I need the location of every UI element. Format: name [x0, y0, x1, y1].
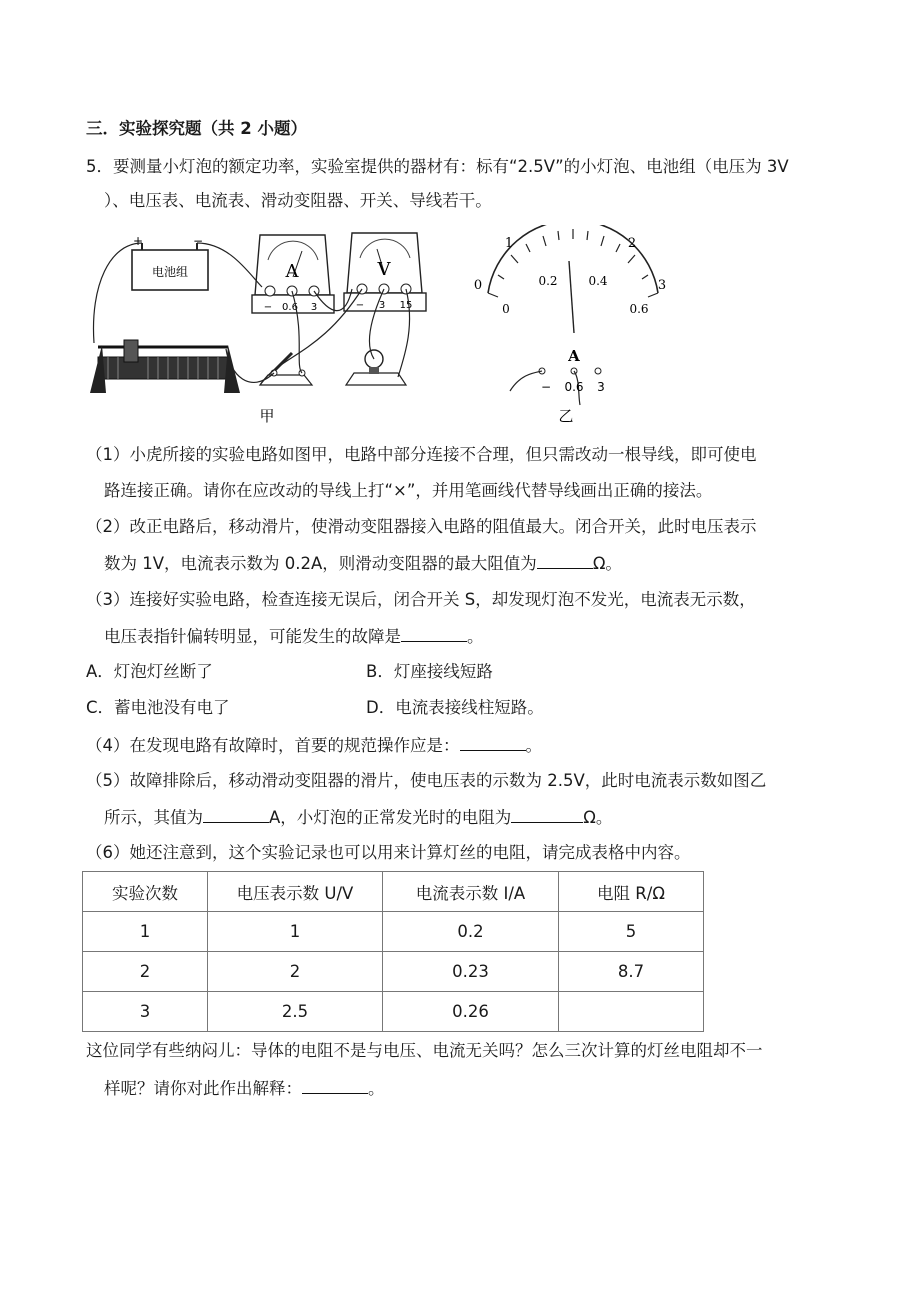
voltmeter-terminal-minus: − [355, 300, 365, 311]
lamp [346, 350, 406, 385]
dial-terminal-0.6: 0.6 [564, 380, 584, 394]
battery-pack [132, 234, 208, 290]
dial-inner-tick-0.6: 0.6 [629, 302, 649, 316]
dial-inner-tick-0.4: 0.4 [588, 274, 608, 288]
part-1-line-1: （1）小虎所接的实验电路如图甲，电路中部分连接不合理，但只需改动一根导线，即可使电 [86, 445, 757, 464]
dial-inner-tick-0: 0 [502, 302, 510, 316]
ammeter-terminal-0.6: 0.6 [282, 302, 298, 313]
part-3-line-1: （3）连接好实验电路，检查连接无误后，闭合开关 S，却发现灯泡不发光，电流表无示数， [86, 590, 756, 609]
answer-cell-resistance[interactable] [559, 992, 704, 1032]
dial-letter: A [568, 347, 580, 365]
option-b[interactable]: B．灯座接线短路 [366, 662, 493, 681]
table-row [83, 992, 704, 1032]
table-header-row [83, 872, 704, 912]
dial-outer-tick-1: 1 [504, 236, 514, 251]
dial-terminal-3: 3 [597, 380, 605, 394]
table-cell: 5 [559, 912, 704, 952]
ammeter-terminal-3: 3 [310, 302, 318, 313]
table-cell: 1 [83, 912, 208, 952]
table-cell: 2 [208, 952, 383, 992]
table-cell: 2.5 [208, 992, 383, 1032]
dial-inner-tick-0.2: 0.2 [538, 274, 558, 288]
table-row [83, 952, 704, 992]
section-title: 三．实验探究题（共 2 小题） [86, 119, 307, 138]
part-4-line [86, 734, 542, 757]
table-header: 电压表示数 U/V [208, 872, 383, 912]
table-header: 实验次数 [83, 872, 208, 912]
answer-blank-lamp-resistance[interactable] [511, 806, 583, 823]
question-stem-text: 要测量小灯泡的额定功率，实验室提供的器材有：标有“2.5V”的小灯泡、电池组（电压为 3V [113, 157, 789, 176]
table-cell: 0.26 [383, 992, 559, 1032]
option-c[interactable]: C．蓄电池没有电了 [86, 698, 230, 717]
answer-blank-fault[interactable] [401, 625, 467, 642]
dial-outer-tick-3: 3 [657, 278, 667, 293]
part-5-line-2 [104, 806, 612, 829]
table-cell: 8.7 [559, 952, 704, 992]
closing-line-1: 这位同学有些纳闷儿：导体的电阻不是与电压、电流无关吗？怎么三次计算的灯丝电阻却不一 [86, 1041, 763, 1060]
part-5-text-b: A，小灯泡的正常发光时的电阻为 [269, 808, 512, 827]
part-2-text-b: Ω。 [592, 554, 622, 573]
voltmeter-terminal-15: 15 [399, 300, 413, 311]
answer-blank-resistance-max[interactable] [537, 552, 593, 569]
dial-terminal-minus: − [540, 380, 552, 394]
dial-outer-tick-2: 2 [627, 236, 637, 251]
figure-caption-jia: 甲 [259, 407, 275, 425]
question-stem-line-1 [86, 156, 789, 178]
circuit-figure [80, 225, 680, 425]
voltmeter-terminal-3: 3 [378, 300, 386, 311]
table-cell: 0.2 [383, 912, 559, 952]
switch [260, 353, 312, 385]
figure-caption-yi: 乙 [558, 407, 574, 425]
table-cell: 0.23 [383, 952, 559, 992]
table-cell: 2 [83, 952, 208, 992]
part-2-line-2 [104, 552, 622, 575]
question-stem-line-2: ）、电压表、电流表、滑动变阻器、开关、导线若干。 [104, 191, 492, 210]
ammeter-letter: A [285, 261, 299, 282]
part-2-line-1: （2）改正电路后，移动滑片，使滑动变阻器接入电路的阻值最大。闭合开关，此时电压表示 [86, 517, 757, 536]
answer-blank-explanation[interactable] [302, 1077, 368, 1094]
table-cell: 1 [208, 912, 383, 952]
voltmeter-letter: V [377, 259, 391, 280]
ammeter-terminal-minus: − [263, 302, 273, 313]
part-4-text-a: （4）在发现电路有故障时，首要的规范操作应是： [86, 736, 460, 755]
part-3-text-a: 电压表指针偏转明显，可能发生的故障是 [104, 627, 401, 646]
part-5-line-1: （5）故障排除后，移动滑动变阻器的滑片，使电压表的示数为 2.5V，此时电流表示数如图乙 [86, 771, 767, 790]
voltmeter [344, 233, 426, 311]
table-header: 电流表示数 I/A [383, 872, 559, 912]
answer-blank-procedure[interactable] [460, 734, 526, 751]
part-2-text-a: 数为 1V，电流表示数为 0.2A，则滑动变阻器的最大阻值为 [104, 554, 537, 573]
part-1-line-2: 路连接正确。请你在应改动的导线上打“×”，并用笔画线代替导线画出正确的接法。 [104, 481, 713, 500]
table-header: 电阻 R/Ω [559, 872, 704, 912]
battery-minus: − [192, 234, 204, 248]
answer-blank-current[interactable] [203, 806, 269, 823]
part-5-text-c: Ω。 [583, 808, 613, 827]
rheostat [90, 340, 240, 393]
part-4-text-b: 。 [525, 736, 542, 755]
closing-line-2 [104, 1077, 385, 1100]
part-3-line-2 [104, 625, 484, 648]
part-6-line: （6）她还注意到，这个实验记录也可以用来计算灯丝的电阻，请完成表格中内容。 [86, 843, 691, 862]
closing-text-b: 。 [368, 1079, 385, 1098]
option-d[interactable]: D．电流表接线柱短路。 [366, 698, 544, 717]
table-row [83, 912, 704, 952]
option-a[interactable]: A．灯泡灯丝断了 [86, 662, 213, 681]
battery-plus: + [132, 234, 144, 248]
battery-label: 电池组 [151, 265, 189, 279]
dial-outer-tick-0: 0 [473, 278, 483, 293]
question-number: 5． [86, 157, 113, 176]
closing-text-a: 样呢？请你对此作出解释： [104, 1079, 302, 1098]
table-cell: 3 [83, 992, 208, 1032]
part-3-text-b: 。 [467, 627, 484, 646]
data-table [82, 871, 704, 1032]
ammeter-dial [474, 225, 666, 405]
part-5-text-a: 所示，其值为 [104, 808, 203, 827]
